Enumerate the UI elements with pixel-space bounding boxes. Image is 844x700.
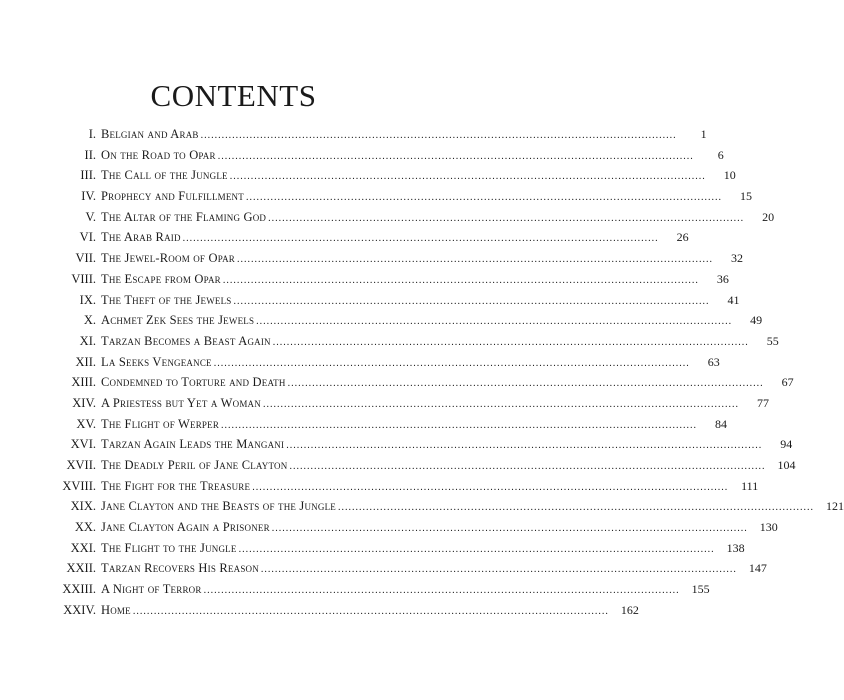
chapter-title: Home bbox=[101, 602, 131, 617]
dot-leader: ........................................................................................................................................ bbox=[132, 605, 609, 617]
toc-entry bbox=[0, 476, 759, 497]
chapter-number: XVI. bbox=[70, 437, 96, 452]
chapter-number: IV. bbox=[81, 189, 96, 204]
toc-entry bbox=[0, 434, 793, 455]
page-number: 63 bbox=[707, 354, 720, 369]
page-number: 138 bbox=[726, 540, 745, 555]
dot-leader: ........................................................................................................................................ bbox=[337, 502, 814, 514]
chapter-number: XXIV. bbox=[63, 602, 96, 617]
toc-entry bbox=[0, 290, 740, 311]
chapter-title: Condemned to Torture and Death bbox=[101, 375, 286, 390]
chapter-title: The Fight for the Treasure bbox=[101, 478, 251, 493]
page-number: 20 bbox=[762, 209, 775, 224]
dot-leader: ........................................................................................................................................ bbox=[182, 233, 659, 245]
chapter-title: The Arab Raid bbox=[101, 230, 181, 245]
dot-leader: ........................................................................................................................................ bbox=[286, 440, 763, 452]
dot-leader: ........................................................................................................................................ bbox=[260, 564, 737, 576]
chapter-number: XIV. bbox=[72, 395, 96, 410]
page-number: 32 bbox=[730, 251, 743, 266]
page-number: 130 bbox=[759, 520, 778, 535]
toc-entry bbox=[0, 248, 743, 269]
chapter-title: Tarzan Becomes a Beast Again bbox=[101, 333, 271, 348]
toc-entry bbox=[0, 579, 710, 600]
toc-entry bbox=[0, 393, 769, 414]
chapter-number: II. bbox=[84, 147, 96, 162]
toc-entry bbox=[0, 517, 778, 538]
toc-entry bbox=[0, 207, 775, 228]
chapter-number: XIX. bbox=[70, 499, 96, 514]
chapter-title: Prophecy and Fulfillment bbox=[101, 189, 244, 204]
dot-leader: ........................................................................................................................................ bbox=[262, 398, 739, 410]
toc-entry bbox=[0, 538, 745, 559]
page-number: 36 bbox=[716, 271, 729, 286]
chapter-title: On the Road to Opar bbox=[101, 147, 216, 162]
chapter-number: V. bbox=[85, 209, 96, 224]
toc-entry bbox=[0, 496, 844, 517]
toc-entry bbox=[0, 227, 689, 248]
dot-leader: ........................................................................................................................................ bbox=[222, 274, 699, 286]
chapter-number: XXII. bbox=[66, 561, 96, 576]
page-number: 147 bbox=[748, 561, 767, 576]
chapter-number: X. bbox=[83, 313, 96, 328]
dot-leader: ........................................................................................................................................ bbox=[268, 212, 745, 224]
chapter-title: The Altar of the Flaming God bbox=[101, 209, 267, 224]
chapter-number: VI. bbox=[79, 230, 96, 245]
dot-leader: ........................................................................................................................................ bbox=[203, 585, 680, 597]
page-number: 84 bbox=[715, 416, 728, 431]
chapter-title: The Theft of the Jewels bbox=[101, 292, 232, 307]
chapter-number: XIII. bbox=[71, 375, 96, 390]
dot-leader: ........................................................................................................................................ bbox=[272, 336, 749, 348]
page-number: 55 bbox=[766, 333, 779, 348]
chapter-title: The Flight of Werper bbox=[101, 416, 220, 431]
chapter-number: XI. bbox=[79, 333, 96, 348]
toc-entry bbox=[0, 310, 763, 331]
dot-leader: ........................................................................................................................................ bbox=[238, 543, 715, 555]
toc-entry bbox=[0, 145, 724, 166]
dot-leader: ........................................................................................................................................ bbox=[245, 192, 722, 204]
chapter-title: Jane Clayton and the Beasts of the Jungle bbox=[101, 499, 336, 514]
page-number: 6 bbox=[717, 147, 724, 162]
page-number: 67 bbox=[781, 375, 794, 390]
toc-entry bbox=[0, 186, 752, 207]
page-title: CONTENTS bbox=[150, 78, 317, 113]
chapter-title: Belgian and Arab bbox=[101, 127, 199, 141]
chapter-number: VIII. bbox=[71, 271, 96, 286]
chapter-title: Tarzan Recovers His Reason bbox=[101, 561, 259, 576]
toc-entry bbox=[0, 352, 720, 373]
dot-leader: ........................................................................................................................................ bbox=[252, 481, 729, 493]
chapter-number: XXI. bbox=[70, 540, 96, 555]
page-number: 104 bbox=[777, 458, 796, 472]
chapter-title: The Deadly Peril of Jane Clayton bbox=[101, 458, 288, 472]
chapter-number: XV. bbox=[76, 416, 96, 431]
table-of-contents bbox=[0, 124, 844, 621]
dot-leader: ........................................................................................................................................ bbox=[200, 130, 677, 141]
toc-entry bbox=[0, 331, 779, 352]
chapter-number: XVIII. bbox=[62, 478, 96, 493]
dot-leader: ........................................................................................................................................ bbox=[221, 419, 698, 431]
page-number: 111 bbox=[741, 478, 759, 493]
page-number: 49 bbox=[750, 313, 763, 328]
chapter-number: I. bbox=[88, 127, 96, 141]
chapter-title: The Call of the Jungle bbox=[101, 168, 228, 183]
page-number: 15 bbox=[739, 189, 752, 204]
page-number: 94 bbox=[780, 437, 793, 452]
toc-entry bbox=[0, 414, 728, 435]
page-number: 41 bbox=[727, 292, 740, 307]
chapter-title: Achmet Zek Sees the Jewels bbox=[101, 313, 255, 328]
dot-leader: ........................................................................................................................................ bbox=[233, 295, 710, 307]
toc-entry bbox=[0, 558, 767, 579]
chapter-number: XVII. bbox=[66, 458, 96, 472]
dot-leader: ........................................................................................................................................ bbox=[217, 150, 694, 162]
chapter-number: XXIII. bbox=[62, 582, 96, 597]
chapter-title: A Night of Terror bbox=[101, 582, 202, 597]
dot-leader: ........................................................................................................................................ bbox=[287, 378, 764, 390]
chapter-title: Jane Clayton Again a Prisoner bbox=[101, 520, 270, 535]
chapter-title: Tarzan Again Leads the Mangani bbox=[101, 437, 285, 452]
page-number: 77 bbox=[756, 395, 769, 410]
page-number: 1 bbox=[700, 127, 707, 141]
dot-leader: ........................................................................................................................................ bbox=[289, 461, 766, 472]
chapter-number: VII. bbox=[75, 251, 96, 266]
toc-entry bbox=[0, 600, 639, 621]
chapter-number: XII. bbox=[75, 354, 96, 369]
chapter-number: IX. bbox=[79, 292, 96, 307]
page-number: 162 bbox=[620, 602, 639, 617]
toc-entry bbox=[0, 372, 794, 393]
page-number: 155 bbox=[691, 582, 710, 597]
chapter-title: La Seeks Vengeance bbox=[101, 354, 212, 369]
chapter-title: The Jewel-Room of Opar bbox=[101, 251, 235, 266]
dot-leader: ........................................................................................................................................ bbox=[229, 171, 706, 183]
toc-entry bbox=[0, 455, 796, 476]
chapter-number: XX. bbox=[74, 520, 96, 535]
page-number: 26 bbox=[676, 230, 689, 245]
chapter-title: A Priestess but Yet a Woman bbox=[101, 395, 261, 410]
dot-leader: ........................................................................................................................................ bbox=[271, 523, 748, 535]
toc-entry bbox=[0, 269, 729, 290]
dot-leader: ........................................................................................................................................ bbox=[213, 357, 690, 369]
chapter-title: The Flight to the Jungle bbox=[101, 540, 237, 555]
toc-entry bbox=[0, 124, 707, 145]
dot-leader: ........................................................................................................................................ bbox=[236, 254, 713, 266]
chapter-number: III. bbox=[80, 168, 96, 183]
page-number: 121 bbox=[825, 499, 844, 514]
toc-entry bbox=[0, 165, 736, 186]
dot-leader: ........................................................................................................................................ bbox=[256, 316, 733, 328]
chapter-title: The Escape from Opar bbox=[101, 271, 221, 286]
page-number: 10 bbox=[723, 168, 736, 183]
